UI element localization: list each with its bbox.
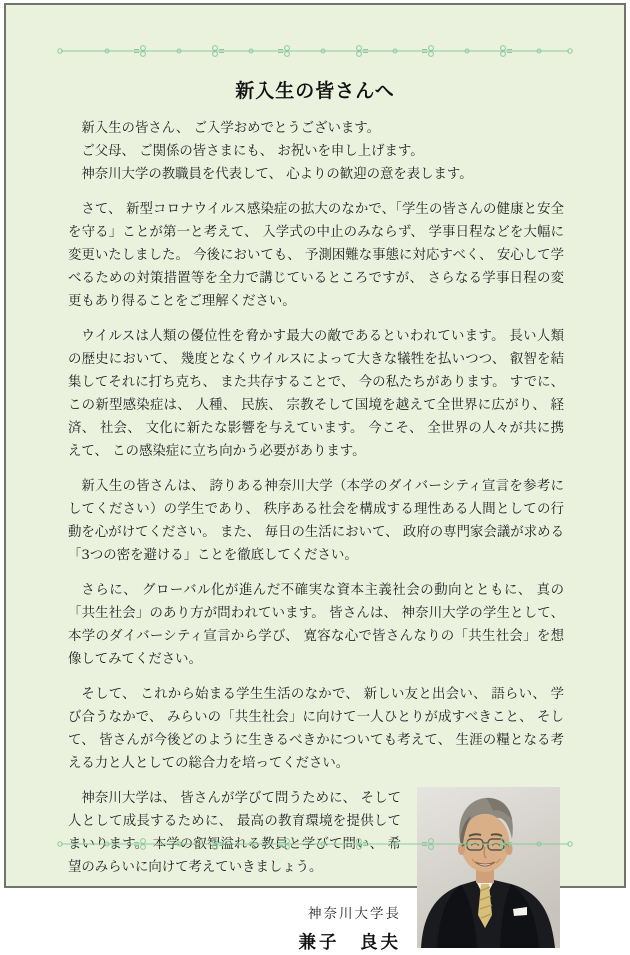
letter-page [4,3,626,888]
signature-title: 神奈川大学長 [68,903,564,926]
president-photo [417,787,560,948]
greeting-block [68,117,564,186]
greeting-line: ご父母、 ご関係の皆さまにも、 お祝いを申し上げます。 [68,140,564,163]
body-paragraph: さて、 新型コロナウイルス感染症の拡大のなかで、「学生の皆さんの健康と安全を守る」ことが第一と考えて、 入学式の中止のみならず、 学事日程などを大幅に変更いたしました。 今後においても、 予測困難な事態に対応すべく、 安心して学べるための対策措置等を全力で講じているところですが、 さらなる学事日程の変更もあり得ることをご理解ください。 [68,198,564,313]
page-title: 新入生の皆さんへ [6,76,624,103]
ornamental-divider-top [55,43,575,59]
closing-block [68,787,564,955]
body-paragraph: 神奈川大学は、 皆さんが学びて問うために、 そして人として成長するために、 最高の教育環境を提供してまいります。 本学の叡智溢れる教員と学びて問い、 希望のみらいに向けて考えていきましょう。 [68,787,564,879]
signature-name: 兼子 良夫 [68,932,564,955]
body-paragraph: そして、 これから始まる学生生活のなかで、 新しい友と出会い、 語らい、 学び合うなかで、 みらいの「共生社会」に向けて一人ひとりが成すべきこと、 そして、 皆さんが今後どのように生きるべきかについても考えて、 生涯の糧となる考える力と人としての総合力を培ってください。 [68,683,564,775]
body-paragraph: 新入生の皆さんは、 誇りある神奈川大学（本学のダイバーシティ宣言を参考にしてください）の学生であり、 秩序ある社会を構成する理性ある人間としての行動を心がけてください。 また、 毎日の生活において、 政府の専門家会議が求める「3つの密を避ける」ことを徹底してください。 [68,475,564,567]
greeting-line: 神奈川大学の教職員を代表して、 心よりの歓迎の意を表します。 [68,163,564,186]
body-paragraph: ウイルスは人類の優位性を脅かす最大の敵であるといわれています。 長い人類の歴史において、 幾度となくウイルスによって大きな犠牲を払いつつ、 叡智を結集してそれに打ち克ち、 また共存することで、 今の私たちがあります。 すでに、 この新型感染症は、 人種、 民族、 宗教そして国境を越えて全世界に広がり、 経済、 社会、 文化に新たな影響を与えています。 今こそ、 全世界の人々が共に携えて、 この感染症に立ち向かう必要があります。 [68,325,564,463]
ornamental-divider-bottom [55,836,575,852]
greeting-line: 新入生の皆さん、 ご入学おめでとうございます。 [68,117,564,140]
body-paragraph: さらに、 グローバル化が進んだ不確実な資本主義社会の動向とともに、 真の「共生社会」のあり方が問われています。 皆さんは、 神奈川大学の学生として、 本学のダイバーシティ宣言から学び、 寛容な心で皆さんなりの「共生社会」を想像してみてください。 [68,579,564,671]
letter-body [6,117,624,955]
